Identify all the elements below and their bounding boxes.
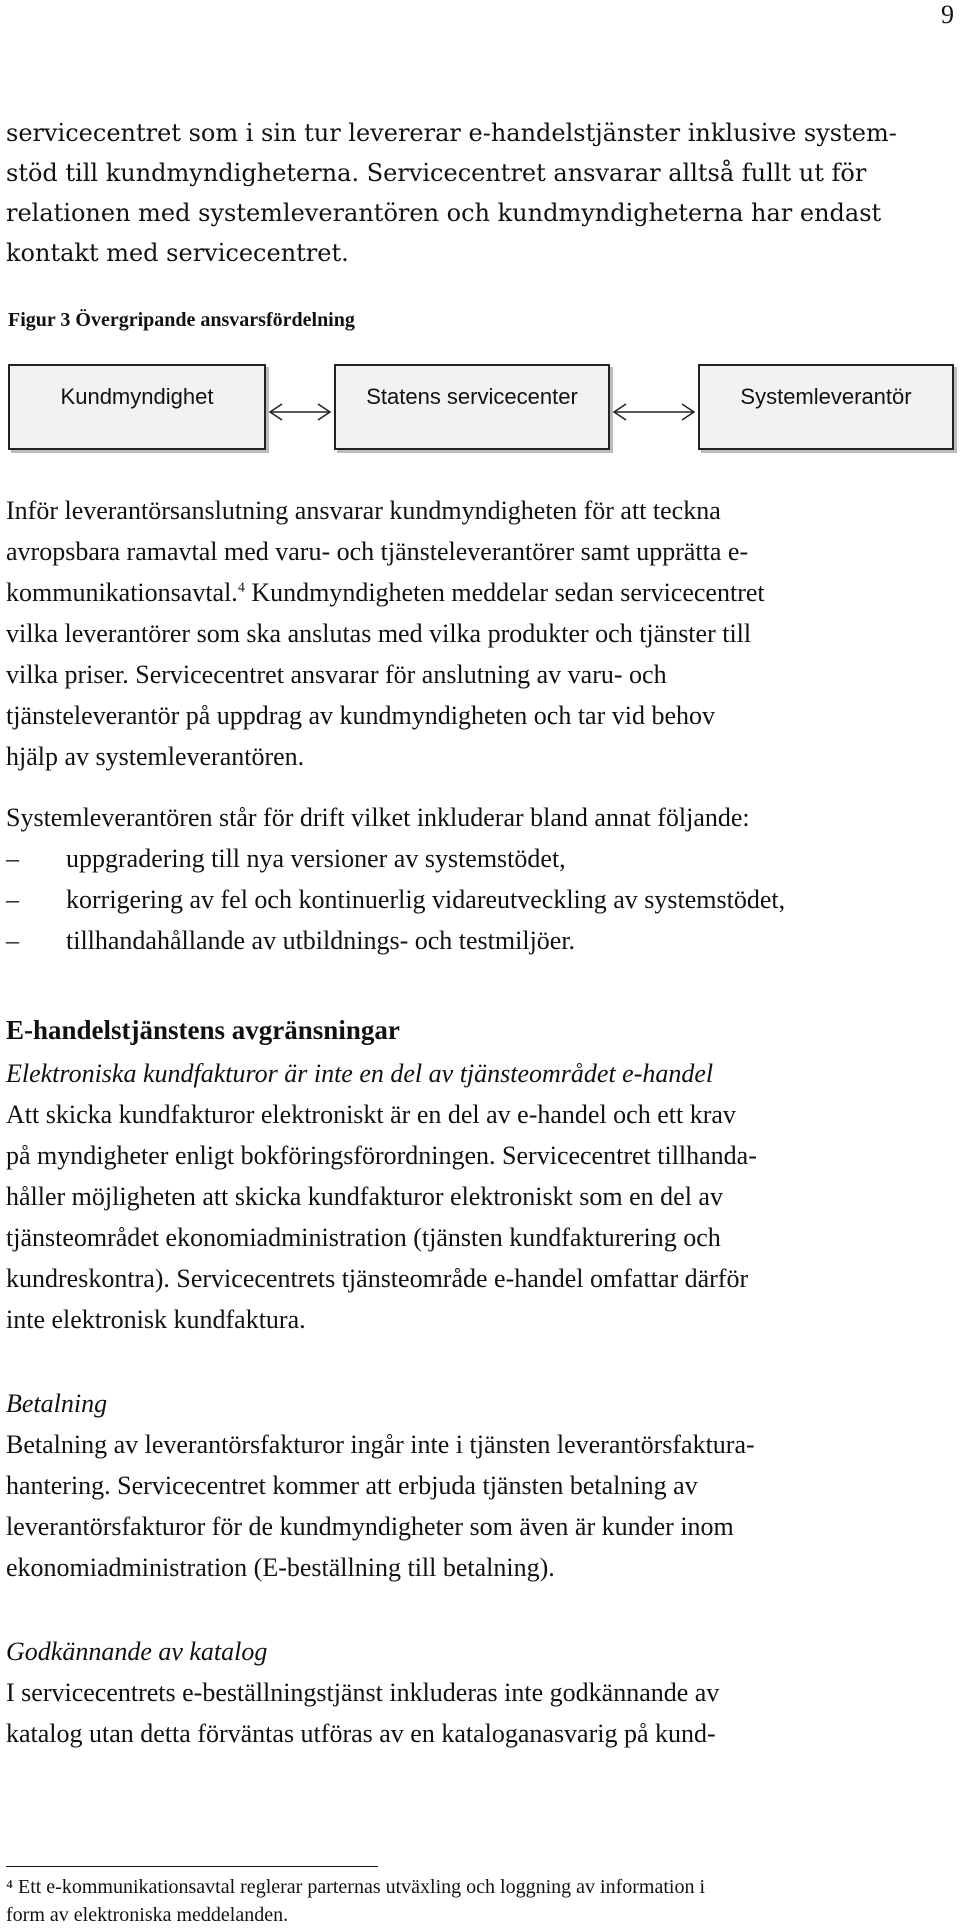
text-line: ekonomiadministration (E-beställning till betalning). — [6, 1553, 555, 1582]
text-line: leverantörsfakturor för de kundmyndigheter som även är kunder inom — [6, 1512, 734, 1541]
text-line — [6, 572, 956, 613]
text-fragment: Kundmyndigheten meddelar sedan servicecentret — [244, 578, 765, 607]
drift-list — [6, 838, 956, 961]
list-item — [6, 879, 956, 920]
text-line: avropsbara ramavtal med varu- och tjänsteleverantörer samt upprätta e- — [6, 537, 749, 566]
text-line: vilka leverantörer som ska anslutas med vilka produkter och tjänster till — [6, 619, 752, 648]
text-line: katalog utan detta förväntas utföras av en kataloganasvarig på kund- — [6, 1719, 716, 1748]
double-arrow-icon — [614, 404, 694, 420]
text-fragment: kommunikationsavtal. — [6, 578, 238, 607]
double-arrow-icon — [270, 404, 330, 420]
list-item — [6, 838, 956, 879]
dash-marker: – — [6, 885, 19, 914]
text-line: kundreskontra). Servicecentrets tjänsteområde e-handel omfattar därför — [6, 1264, 749, 1293]
list-item-text: tillhandahållande av utbildnings- och testmiljöer. — [66, 926, 576, 955]
text-line: håller möjligheten att skicka kundfakturor elektroniskt som en del av — [6, 1182, 723, 1211]
paragraph-drift-intro: Systemleverantören står för drift vilket inkluderar bland annat följande: — [6, 803, 750, 832]
footnote — [6, 1873, 956, 1929]
list-item-text: uppgradering till nya versioner av systemstödet, — [66, 844, 566, 873]
footnote-line: form av elektroniska meddelanden. — [6, 1904, 289, 1926]
page-number: 9 — [941, 0, 954, 29]
footnote-line: ⁴ Ett e-kommunikationsavtal reglerar parternas utväxling och loggning av information i — [6, 1876, 706, 1898]
responsibility-diagram — [0, 360, 960, 460]
text-line: tjänsteområdet ekonomiadministration (tjänsten kundfakturering och — [6, 1223, 721, 1252]
text-line: servicecentret som i sin tur levererar e-handelstjänster inklusive system- — [6, 119, 897, 147]
text-line: Inför leverantörsanslutning ansvarar kundmyndigheten för att teckna — [6, 496, 721, 525]
paragraph-kundfakturor — [6, 1094, 956, 1340]
text-line: stöd till kundmyndigheterna. Servicecentret ansvarar alltså fullt ut för — [6, 159, 867, 187]
footnote-divider — [6, 1866, 378, 1867]
text-line: hantering. Servicecentret kommer att erbjuda tjänsten betalning av — [6, 1471, 698, 1500]
diagram-box-label: Kundmyndighet — [60, 384, 214, 409]
intro-paragraph — [6, 113, 956, 273]
text-line: hjälp av systemleverantören. — [6, 742, 305, 771]
text-line: inte elektronisk kundfaktura. — [6, 1305, 306, 1334]
text-line: Att skicka kundfakturor elektroniskt är en del av e-handel och ett krav — [6, 1100, 736, 1129]
footnote-reference: 4 — [237, 580, 245, 596]
text-line: på myndigheter enligt bokföringsförordningen. Servicecentret tillhanda- — [6, 1141, 757, 1170]
diagram-arrows — [0, 360, 960, 460]
text-line: Betalning av leverantörsfakturor ingår inte i tjänsten leverantörsfaktura- — [6, 1430, 755, 1459]
diagram-box-label: Statens servicecenter — [366, 384, 578, 409]
text-line: relationen med systemleverantören och kundmyndigheterna har endast — [6, 199, 882, 227]
subheading-kundfakturor: Elektroniska kundfakturor är inte en del av tjänsteområdet e-handel — [6, 1059, 714, 1088]
dash-marker: – — [6, 844, 19, 873]
paragraph-leverantorsanslutning — [6, 490, 956, 777]
paragraph-katalog — [6, 1672, 956, 1754]
text-line: kontakt med servicecentret. — [6, 239, 349, 267]
subheading-betalning: Betalning — [6, 1389, 108, 1418]
paragraph-betalning — [6, 1424, 956, 1588]
subheading-katalog: Godkännande av katalog — [6, 1637, 268, 1666]
dash-marker: – — [6, 926, 19, 955]
figure-caption: Figur 3 Övergripande ansvarsfördelning — [8, 309, 355, 331]
text-line: vilka priser. Servicecentret ansvarar för anslutning av varu- och — [6, 660, 667, 689]
text-line: I servicecentrets e-beställningstjänst inkluderas inte godkännande av — [6, 1678, 720, 1707]
text-line: tjänsteleverantör på uppdrag av kundmyndigheten och tar vid behov — [6, 701, 716, 730]
diagram-box-label: Systemleverantör — [740, 384, 912, 409]
list-item — [6, 920, 956, 961]
list-item-text: korrigering av fel och kontinuerlig vidareutveckling av systemstödet, — [66, 885, 786, 914]
section-heading: E-handelstjänstens avgränsningar — [6, 1015, 400, 1045]
